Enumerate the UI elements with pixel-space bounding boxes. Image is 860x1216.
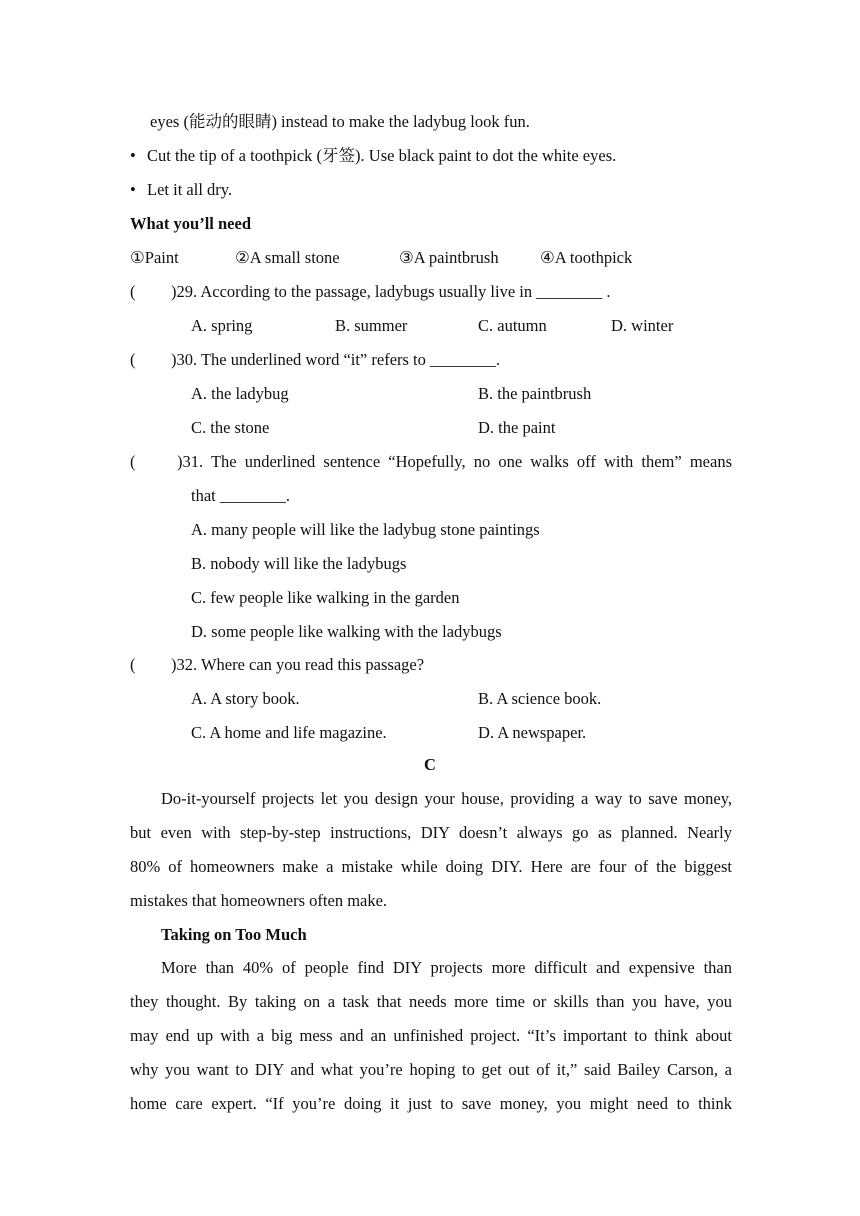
question-30-option: C. the stone: [191, 418, 270, 437]
needs-heading: What you’ll need: [130, 214, 252, 233]
needs-item: ④A toothpick: [540, 248, 633, 267]
answer-blank-paren: (: [130, 282, 136, 301]
question-31-stem: )31. The underlined sentence “Hopefully, no one walks off with them” means: [177, 452, 732, 471]
question-29-option: B. summer: [335, 316, 408, 335]
answer-blank-paren: (: [130, 655, 136, 674]
question-29-stem: )29. According to the passage, ladybugs usually live in ________ .: [171, 282, 611, 301]
passage-line: Do-it-yourself projects let you design your house, providing a way to save money,: [161, 789, 732, 808]
needs-item: ③A paintbrush: [399, 248, 499, 267]
question-31-option: D. some people like walking with the ladybugs: [191, 622, 502, 641]
question-31-option: C. few people like walking in the garden: [191, 588, 460, 607]
needs-item: ①Paint: [130, 248, 179, 267]
passage-line: but even with step-by-step instructions, DIY doesn’t always go as planned. Nearly: [130, 823, 732, 842]
passage-line: mistakes that homeowners often make.: [130, 891, 388, 910]
bullet-mark: •: [130, 146, 136, 165]
question-30-option: A. the ladybug: [191, 384, 289, 403]
passage-line: home care expert. “If you’re doing it just to save money, you might need to think: [130, 1094, 732, 1113]
passage-line: they thought. By taking on a task that needs more time or skills than you have, you: [130, 992, 732, 1011]
question-30-option: B. the paintbrush: [478, 384, 592, 403]
passage-line: why you want to DIY and what you’re hoping to get out of it,” said Bailey Carson, a: [130, 1060, 732, 1079]
question-32-option: B. A science book.: [478, 689, 602, 708]
question-31-stem-continued: that ________.: [191, 486, 290, 505]
question-30-option: D. the paint: [478, 418, 556, 437]
question-30-stem: )30. The underlined word “it” refers to ________.: [171, 350, 501, 369]
question-29-option: D. winter: [611, 316, 674, 335]
bullet-mark: •: [130, 180, 136, 199]
question-31-option: A. many people will like the ladybug stone paintings: [191, 520, 540, 539]
passage-line: More than 40% of people find DIY projects more difficult and expensive than: [161, 958, 732, 977]
step-bullet: Cut the tip of a toothpick (牙签). Use black paint to dot the white eyes.: [147, 146, 617, 165]
answer-blank-paren: (: [130, 350, 136, 369]
question-29-option: A. spring: [191, 316, 253, 335]
answer-blank-paren: (: [130, 452, 136, 471]
passage-line: 80% of homeowners make a mistake while doing DIY. Here are four of the biggest: [130, 857, 732, 876]
passage-line: may end up with a big mess and an unfinished project. “It’s important to think about: [130, 1026, 732, 1045]
needs-item: ②A small stone: [235, 248, 340, 267]
question-32-stem: )32. Where can you read this passage?: [171, 655, 425, 674]
step-continued-line: eyes (能动的眼睛) instead to make the ladybug look fun.: [150, 112, 530, 131]
question-29-option: C. autumn: [478, 316, 547, 335]
question-32-option: D. A newspaper.: [478, 723, 587, 742]
passage-heading: C: [424, 755, 436, 774]
passage-subheading: Taking on Too Much: [161, 925, 307, 944]
question-32-option: A. A story book.: [191, 689, 300, 708]
question-31-option: B. nobody will like the ladybugs: [191, 554, 407, 573]
step-bullet: Let it all dry.: [147, 180, 233, 199]
question-32-option: C. A home and life magazine.: [191, 723, 387, 742]
